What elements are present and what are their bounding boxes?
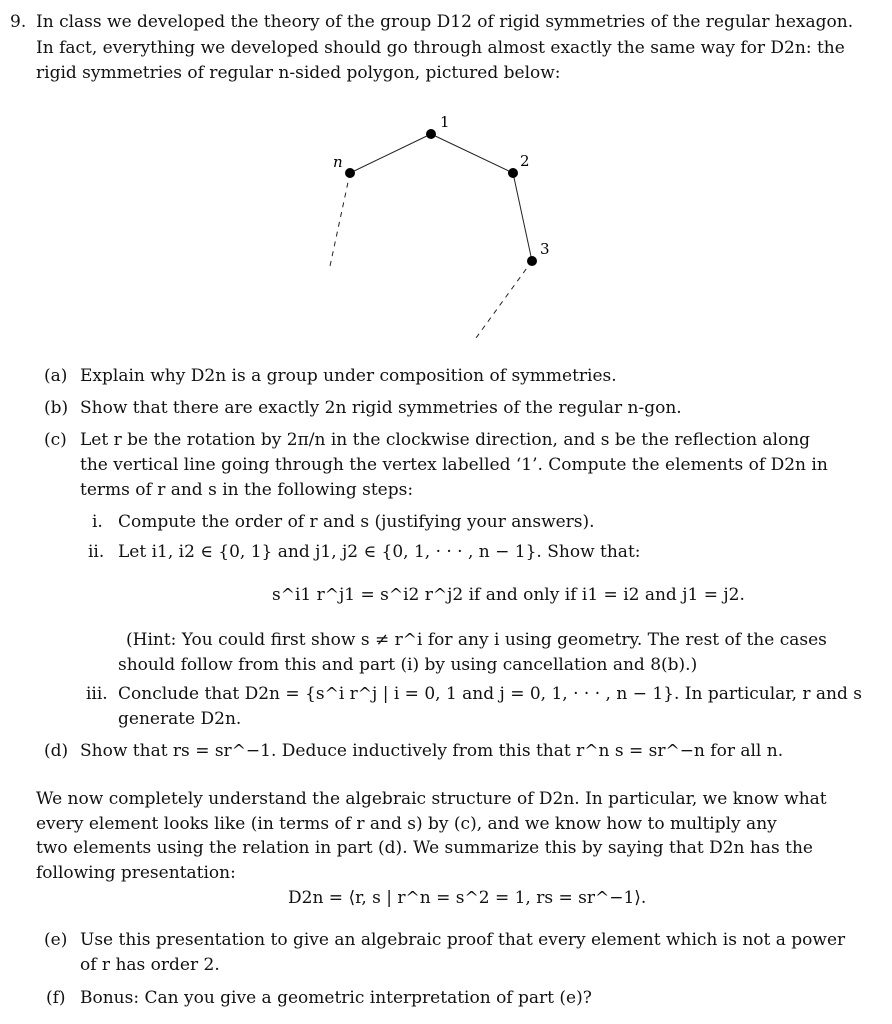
intro-line-1: In class we developed the theory of the group D12 of rigid symmetries of the regular hexagon.	[36, 12, 854, 32]
part-e-marker: (e)	[44, 930, 68, 950]
summary-line-1: We now completely understand the algebraic structure of D2n. In particular, we know what	[36, 789, 827, 809]
part-f-marker: (f)	[46, 988, 66, 1008]
part-c-line-3: terms of r and s in the following steps:	[80, 480, 414, 500]
part-c-line-2: the vertical line going through the vertex labelled ‘1’. Compute the elements of D2n in	[80, 455, 828, 475]
vertex-1	[426, 129, 436, 139]
part-c-iii-marker: iii.	[86, 684, 108, 704]
presentation-equation: D2n = ⟨r, s | r^n = s^2 = 1, rs = sr^−1⟩.	[288, 888, 647, 908]
part-b-text: Show that there are exactly 2n rigid symmetries of the regular n-gon.	[80, 398, 682, 418]
summary-line-4: following presentation:	[36, 863, 236, 883]
polygon-figure	[300, 108, 580, 348]
vertex-label-2: 2	[520, 152, 530, 170]
part-c-line-1: Let r be the rotation by 2π/n in the clockwise direction, and s be the reflection along	[80, 430, 811, 450]
part-e-line-1: Use this presentation to give an algebraic proof that every element which is not a power	[80, 930, 846, 950]
part-c-i-text: Compute the order of r and s (justifying your answers).	[118, 512, 595, 532]
part-a-marker: (a)	[44, 366, 68, 386]
part-c-marker: (c)	[44, 430, 67, 450]
part-c-ii-marker: ii.	[88, 542, 105, 562]
problem-number: 9.	[10, 12, 27, 32]
part-d-marker: (d)	[44, 741, 69, 761]
intro-line-3: rigid symmetries of regular n-sided polygon, pictured below:	[36, 63, 561, 83]
dashed-edge-3	[476, 261, 532, 338]
vertex-label-n: n	[333, 153, 343, 171]
intro-line-2: In fact, everything we developed should go through almost exactly the same way for D2n: the	[36, 38, 845, 58]
summary-line-3: two elements using the relation in part (d). We summarize this by saying that D2n has the	[36, 838, 813, 858]
edge-2-3	[513, 173, 532, 261]
vertex-label-3: 3	[540, 240, 550, 258]
part-c-ii-text: Let i1, i2 ∈ {0, 1} and j1, j2 ∈ {0, 1, · · · , n − 1}. Show that:	[118, 542, 641, 562]
vertex-label-1: 1	[440, 113, 450, 131]
part-e-line-2: of r has order 2.	[80, 955, 220, 975]
dashed-edge-n	[330, 173, 350, 266]
vertex-3	[527, 256, 537, 266]
part-c-i-marker: i.	[92, 512, 103, 532]
part-a-text: Explain why D2n is a group under composition of symmetries.	[80, 366, 617, 386]
part-c-ii-equation: s^i1 r^j1 = s^i2 r^j2 if and only if i1 = i2 and j1 = j2.	[272, 585, 745, 605]
part-c-iii-line-2: generate D2n.	[118, 709, 242, 729]
part-c-iii-line-1: Conclude that D2n = {s^i r^j | i = 0, 1 and j = 0, 1, · · · , n − 1}. In particular, r and s	[118, 684, 862, 704]
vertex-2	[508, 168, 518, 178]
part-c-ii-hint-1: (Hint: You could first show s ≠ r^i for any i using geometry. The rest of the cases	[126, 630, 827, 650]
part-d-text: Show that rs = sr^−1. Deduce inductively from this that r^n s = sr^−n for all n.	[80, 741, 784, 761]
part-b-marker: (b)	[44, 398, 69, 418]
vertex-n	[345, 168, 355, 178]
edge-n-1	[350, 134, 431, 173]
part-c-ii-hint-2: should follow from this and part (i) by using cancellation and 8(b).)	[118, 655, 698, 675]
part-f-text: Bonus: Can you give a geometric interpretation of part (e)?	[80, 988, 592, 1008]
edge-1-2	[431, 134, 513, 173]
summary-line-2: every element looks like (in terms of r and s) by (c), and we know how to multiply any	[36, 814, 777, 834]
